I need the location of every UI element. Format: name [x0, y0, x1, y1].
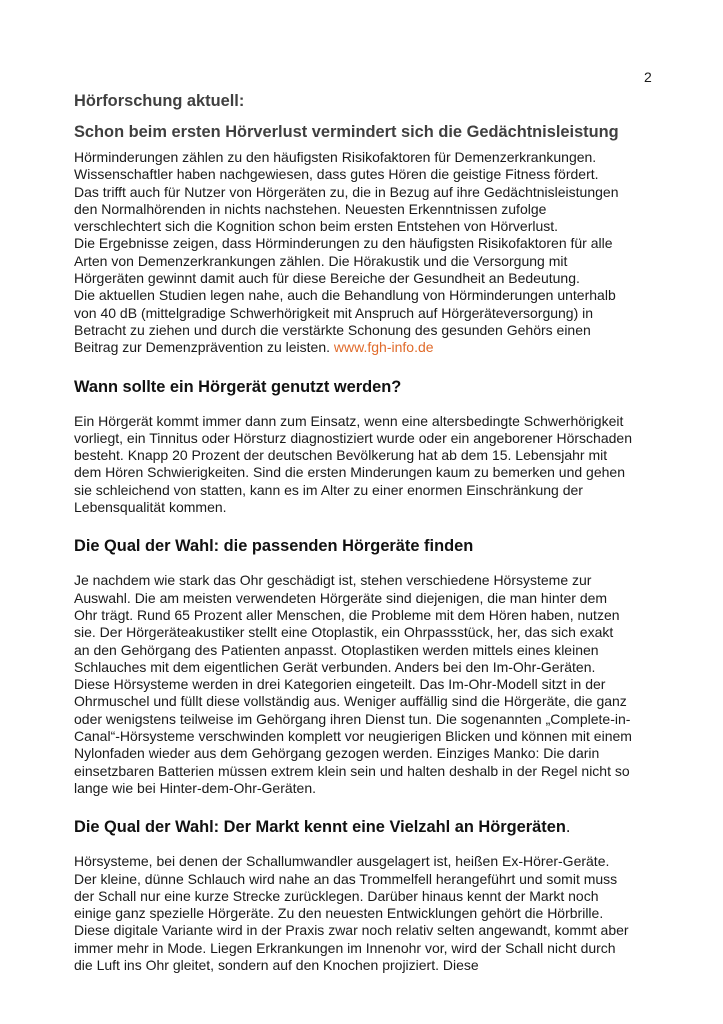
page-number: 2: [644, 69, 652, 85]
text-line: einsetzbaren Batterien müssen extrem klein sein und halten deshalb in der Regel nicht so: [74, 762, 630, 779]
text-line: der Schall nur eine kurze Strecke zurücklegen. Darüber hinaus kennt der Markt noch: [74, 887, 599, 904]
section-paragraph-markt-vielzahl: [74, 853, 664, 974]
section-paragraph-hoergeraet-nutzen: [74, 413, 664, 517]
text-line: besteht. Knapp 20 Prozent der deutschen Bevölkerung hat ab dem 15. Lebensjahr mit: [74, 447, 608, 464]
text-line: Ohr trägt. Rund 65 Prozent aller Menschen, die Probleme mit dem Hören haben, nutzen: [74, 606, 620, 623]
page-title: Hörforschung aktuell:: [74, 92, 245, 110]
section-heading-markt-text: Die Qual der Wahl: Der Markt kennt eine Vielzahl an Hörgeräten: [74, 818, 566, 837]
text-line: Hörgeräten gewinnt damit auch für diese Bereiche der Gesundheit an Bedeutung.: [74, 270, 580, 287]
website-link[interactable]: www.fgh-info.de: [333, 339, 434, 356]
text-line: Wissenschaftler haben nachgewiesen, dass gutes Hören die geistige Fitness fördert.: [74, 166, 599, 183]
text-line: vorliegt, ein Tinnitus oder Hörsturz diagnostiziert wurde oder ein angeborener Hörschaden: [74, 429, 632, 446]
intro-last-line: [74, 339, 664, 356]
text-line: Schlauches mit dem eigentlichen Gerät verbunden. Anders bei den Im-Ohr-Geräten.: [74, 658, 596, 675]
section-heading-markt-vielzahl: [74, 816, 664, 838]
section-heading-hoergeraet-nutzen: Wann sollte ein Hörgerät genutzt werden?: [74, 377, 402, 396]
text-line: Die Ergebnisse zeigen, dass Hörminderungen zu den häufigsten Risikofaktoren für alle: [74, 235, 613, 252]
text-line: Das trifft auch für Nutzer von Hörgeräten zu, die in Bezug auf ihre Gedächtnisleistungen: [74, 183, 619, 200]
text-line: Canal“-Hörsysteme verschwinden komplett vor neugierigen Blicken und können mit einem: [74, 728, 632, 745]
intro-paragraph: [74, 149, 664, 339]
text-line: lange wie bei Hinter-dem-Ohr-Geräten.: [74, 779, 316, 796]
section-paragraph-passende-hoergeraete: [74, 572, 664, 797]
text-line: Auswahl. Die am meisten verwendeten Hörgeräte sind diejenigen, die man hinter dem: [74, 589, 608, 606]
text-line: Der kleine, dünne Schlauch wird nahe an das Trommelfell herangeführt und somit muss: [74, 870, 618, 887]
text-line: an den Gehörgang des Patienten anpasst. Otoplastiken werden mittels eines kleinen: [74, 641, 599, 658]
text-line: Die aktuellen Studien legen nahe, auch die Behandlung von Hörminderungen unterhalb: [74, 287, 616, 304]
text-line: Ohrmuschel und füllt diese vollständig aus. Weniger auffällig sind die Hörgeräte, die ganz: [74, 693, 627, 710]
section-heading-markt-suffix: .: [565, 818, 571, 837]
text-line: Hörsysteme, bei denen der Schallumwandler ausgelagert ist, heißen Ex-Hörer-Geräte.: [74, 853, 610, 870]
text-line: Ein Hörgerät kommt immer dann zum Einsatz, wenn eine altersbedingte Schwerhörigkeit: [74, 412, 624, 429]
text-line: Hörminderungen zählen zu den häufigsten Risikofaktoren für Demenzerkrankungen.: [74, 149, 597, 165]
text-line: Je nachdem wie stark das Ohr geschädigt ist, stehen verschiedene Hörsysteme zur: [74, 572, 592, 589]
text-line: oder wenigstens teilweise im Gehörgang ihren Dienst tun. Die sogenannten „Complete-in-: [74, 710, 631, 727]
document-body: [74, 90, 664, 974]
text-line: den Normalhörenden in nichts nachstehen. Neuesten Erkenntnissen zufolge: [74, 200, 547, 217]
text-line: von 40 dB (mittelgradige Schwerhörigkeit mit Anspruch auf Hörgeräteversorgung) in: [74, 304, 594, 321]
text-line: die Luft ins Ohr gleitet, sondern auf den Knochen projiziert. Diese: [74, 956, 479, 973]
intro-last-text: Beitrag zur Demenzprävention zu leisten.: [74, 339, 334, 356]
page-subtitle: Schon beim ersten Hörverlust vermindert sich die Gedächtnisleistung: [74, 123, 619, 141]
text-line: Diese digitale Variante wird in der Praxis zwar noch relativ selten angewandt, kommt aber: [74, 922, 629, 939]
text-line: Nylonfaden wieder aus dem Gehörgang gezogen werden. Einziges Manko: Die darin: [74, 745, 600, 762]
text-line: sie schleichend von statten, kann es im Alter zu einer enormen Einschränkung der: [74, 481, 583, 498]
text-line: dem Hören Schwierigkeiten. Sind die ersten Minderungen kaum zu bemerken und gehen: [74, 464, 625, 481]
text-line: Arten von Demenzerkrankungen zählen. Die Hörakustik und die Versorgung mit: [74, 252, 568, 269]
text-line: verschlechtert sich die Kognition schon beim ersten Entstehen von Hörverlust.: [74, 218, 559, 235]
section-heading-passende-hoergeraete: Die Qual der Wahl: die passenden Hörgeräte finden: [74, 537, 474, 556]
text-line: sie. Der Hörgeräteakustiker stellt eine Otoplastik, ein Ohrpassstück, her, das sich exakt: [74, 624, 614, 641]
text-line: immer mehr in Mode. Liegen Erkrankungen im Innenohr vor, wird der Schall nicht durch: [74, 939, 616, 956]
text-line: Diese Hörsysteme werden in drei Kategorien eingeteilt. Das Im-Ohr-Modell sitzt in der: [74, 676, 606, 693]
text-line: einige ganz spezielle Hörgeräte. Zu den neuesten Entwicklungen gehört die Hörbrille.: [74, 905, 604, 922]
text-line: Lebensqualität kommen.: [74, 499, 227, 516]
text-line: Betracht zu ziehen und durch die verstärkte Schonung des gesunden Gehörs einen: [74, 321, 591, 338]
